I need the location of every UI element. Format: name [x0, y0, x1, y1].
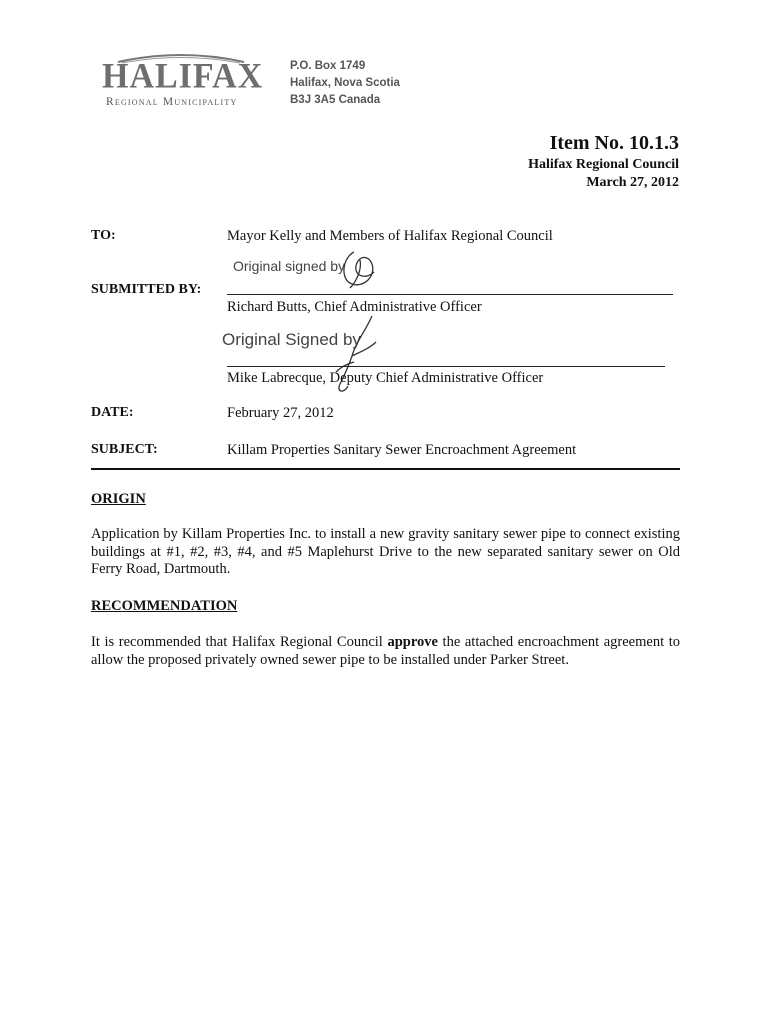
council-name: Halifax Regional Council	[528, 157, 679, 172]
origin-heading: ORIGIN	[91, 491, 146, 507]
origin-paragraph: Application by Killam Properties Inc. to install a new gravity sanitary sewer pipe to connect existing buildings at #1, #2, #3, #4, and #5 Maplehurst Drive to the new separated sanitary sewer on Old Ferry Road, Dartmouth.	[91, 526, 680, 577]
submitted-by-label: SUBMITTED BY:	[91, 282, 202, 297]
recommendation-text-2: the attached encroachment agreement to allow the proposed privately owned sewer pipe to be installed under Parker Street.	[91, 634, 680, 668]
date-value: February 27, 2012	[227, 405, 334, 421]
subject-label: SUBJECT:	[91, 442, 158, 457]
section-divider	[91, 468, 680, 470]
recommendation-heading: RECOMMENDATION	[91, 598, 238, 614]
recommendation-approve: approve	[387, 634, 438, 650]
signature-note-2: Original Signed by	[222, 330, 361, 349]
address-line-1: P.O. Box 1749	[290, 60, 366, 72]
item-number: Item No. 10.1.3	[549, 132, 679, 154]
logo-subtitle: Regional Municipality	[106, 96, 238, 108]
recommendation-text-1: It is recommended that Halifax Regional Council	[91, 634, 388, 650]
signature-note-1: Original signed by	[233, 258, 346, 274]
subject-value: Killam Properties Sanitary Sewer Encroachment Agreement	[227, 442, 577, 458]
to-value: Mayor Kelly and Members of Halifax Regional Council	[227, 228, 553, 244]
logo-wordmark: HALIFAX	[102, 57, 264, 96]
meeting-date: March 27, 2012	[586, 175, 679, 190]
submitter-2: Mike Labrecque, Deputy Chief Administrative Officer	[227, 370, 544, 386]
halifax-logo	[100, 52, 264, 110]
address-line-2: Halifax, Nova Scotia	[290, 77, 400, 89]
submitter-1: Richard Butts, Chief Administrative Officer	[227, 299, 482, 315]
recommendation-paragraph	[91, 634, 680, 669]
to-label: TO:	[91, 228, 116, 243]
signature-line-1	[227, 294, 673, 295]
date-label: DATE:	[91, 405, 134, 420]
signature-mark-1-icon	[336, 246, 386, 292]
address-line-3: B3J 3A5 Canada	[290, 94, 381, 106]
signature-line-2	[227, 366, 665, 367]
